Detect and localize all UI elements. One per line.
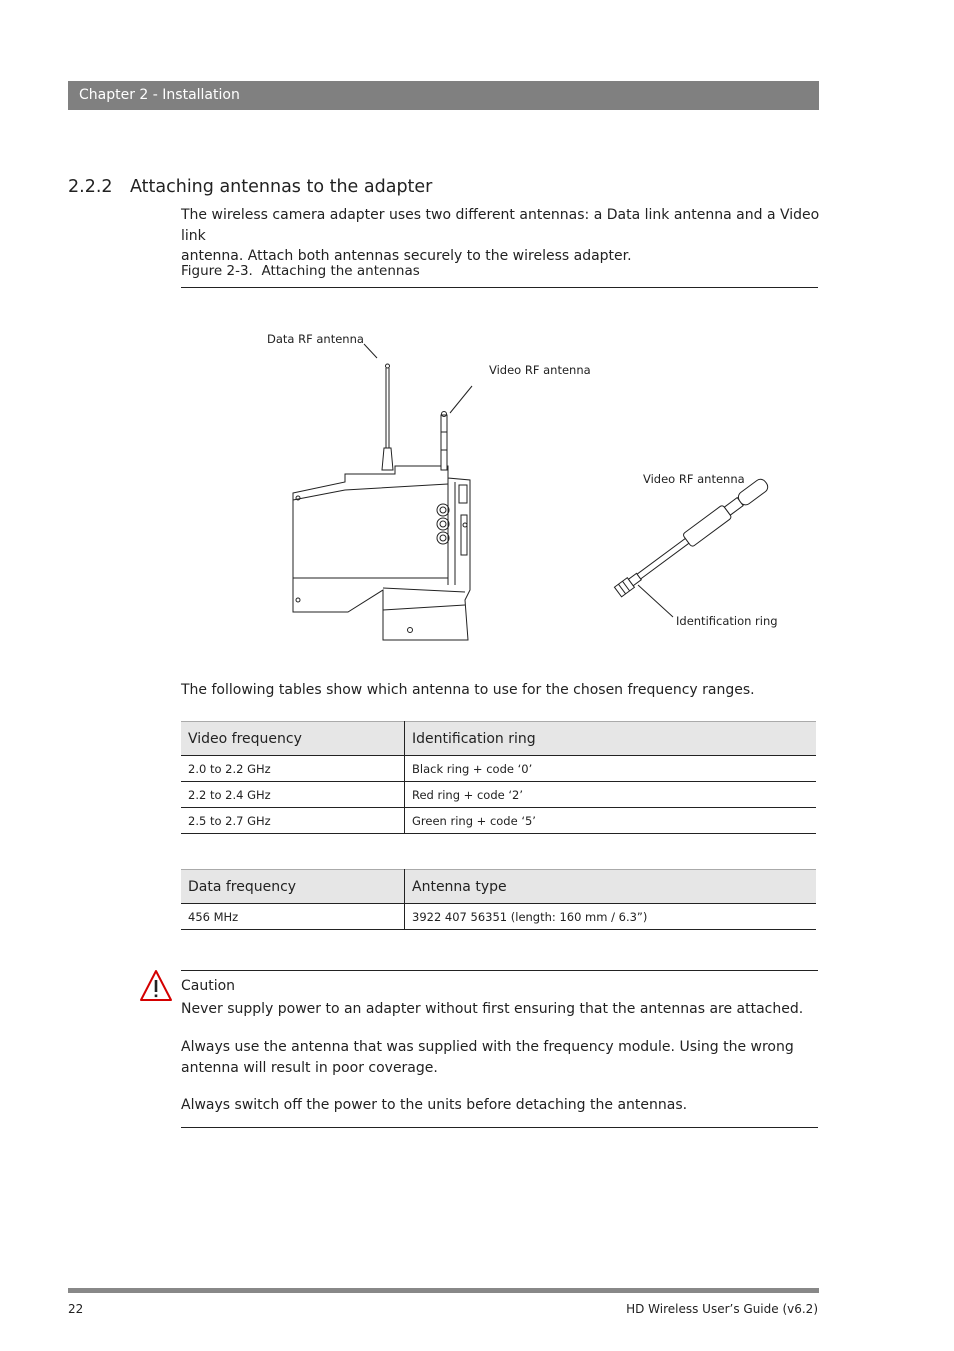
- caution-top-rule: [181, 970, 818, 971]
- warning-triangle-icon: [139, 969, 173, 1002]
- caution-p2-line-1: Always use the antenna that was supplied with the frequency module. Using the wrong: [181, 1039, 794, 1055]
- table-header-cell: Antenna type: [405, 870, 817, 904]
- video-rf-antenna-loose-illustration: [613, 476, 770, 598]
- data-rf-antenna-illustration: [382, 364, 393, 470]
- table-row: [181, 756, 816, 782]
- video-rf-antenna-mounted-illustration: [441, 412, 447, 471]
- identification-ring-label: Identification ring: [676, 614, 778, 628]
- section-title: Attaching antennas to the adapter: [130, 177, 433, 197]
- footer-bar: [68, 1288, 819, 1293]
- document-title: HD Wireless User’s Guide (v6.2): [626, 1302, 818, 1316]
- table-header-cell: Video frequency: [181, 722, 405, 756]
- table-cell: 3922 407 56351 (length: 160 mm / 6.3”): [405, 904, 817, 930]
- table-row: [181, 782, 816, 808]
- intro-paragraph: [181, 205, 821, 267]
- tables-intro: The following tables show which antenna to use for the chosen frequency ranges.: [181, 682, 755, 698]
- figure-caption-title: Attaching the antennas: [261, 263, 420, 279]
- figure-caption-number: Figure 2-3.: [181, 263, 253, 279]
- table-cell: 2.0 to 2.2 GHz: [181, 756, 405, 782]
- caution-paragraph-1: Never supply power to an adapter without first ensuring that the antennas are attached.: [181, 1001, 804, 1017]
- caution-paragraph-3: Always switch off the power to the units before detaching the antennas.: [181, 1097, 688, 1113]
- video-rf-leader-line: [450, 386, 472, 413]
- caution-paragraph-2: [181, 1037, 821, 1078]
- data-frequency-table: [181, 869, 816, 930]
- antenna-figure: [181, 295, 818, 660]
- table-cell: 2.2 to 2.4 GHz: [181, 782, 405, 808]
- caution-p2-line-2: antenna will result in poor coverage.: [181, 1059, 438, 1076]
- table-header-cell: Data frequency: [181, 870, 405, 904]
- video-frequency-table: [181, 721, 816, 834]
- table-cell: 2.5 to 2.7 GHz: [181, 808, 405, 834]
- video-rf-side-label: Video RF antenna: [643, 472, 745, 486]
- intro-line-1: The wireless camera adapter uses two different antennas: a Data link antenna and a Video link: [181, 207, 820, 244]
- caution-title: Caution: [181, 978, 236, 994]
- table-header-row: [181, 722, 816, 756]
- table-cell: Green ring + code ‘5’: [405, 808, 817, 834]
- page-number: 22: [68, 1302, 84, 1316]
- figure-top-rule: [181, 287, 818, 288]
- table-cell: Red ring + code ‘2’: [405, 782, 817, 808]
- data-rf-leader-line: [364, 344, 377, 358]
- caution-bottom-rule: [181, 1127, 818, 1128]
- table-row: [181, 808, 816, 834]
- table-header-row: [181, 870, 816, 904]
- table-cell: Black ring + code ‘0’: [405, 756, 817, 782]
- figure-caption: [181, 263, 420, 279]
- intro-line-2: antenna. Attach both antennas securely to the wireless adapter.: [181, 248, 632, 264]
- data-rf-label: Data RF antenna: [267, 332, 364, 346]
- camera-adapter-illustration: [293, 466, 470, 640]
- chapter-header-text: Chapter 2 - Installation: [79, 87, 240, 103]
- id-ring-leader-line: [638, 585, 673, 617]
- table-row: [181, 904, 816, 930]
- section-number: 2.2.2: [68, 177, 113, 197]
- video-rf-top-label: Video RF antenna: [489, 363, 591, 377]
- table-header-cell: Identification ring: [405, 722, 817, 756]
- table-cell: 456 MHz: [181, 904, 405, 930]
